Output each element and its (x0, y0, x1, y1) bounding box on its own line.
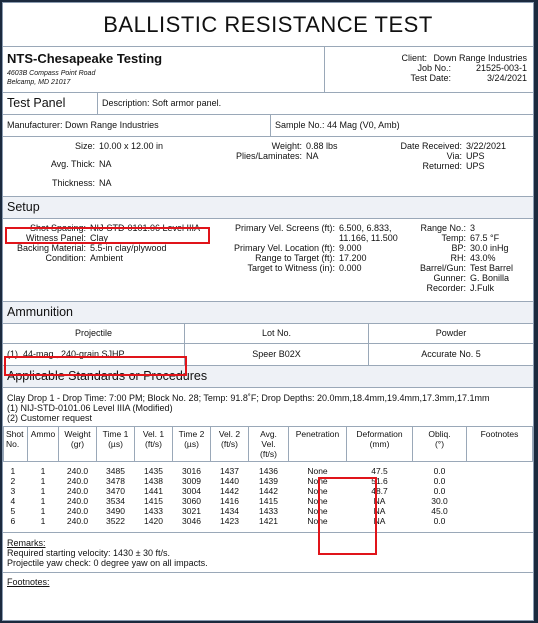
cell-obliq: 0.0 (433, 486, 446, 496)
avg-thick-value: NA (99, 159, 112, 170)
rh-value: 43.0% (470, 253, 496, 263)
cell-vel2: 1416 (220, 496, 239, 506)
header-vel1-line1: Vel. 1 (142, 429, 165, 439)
cell-footnotes (467, 516, 533, 526)
cell-vel1: 1433 (144, 506, 163, 516)
results-header-weight (59, 427, 97, 462)
cell-deformation: NA (373, 516, 386, 526)
cell-time2: 3016 (182, 466, 201, 476)
job-value: 21525-003-1 (475, 63, 527, 73)
cell-weight: 240.0 (66, 506, 89, 516)
primary-vel-location-label: Primary Vel. Location (ft): (233, 243, 335, 253)
cell-vel1: 1420 (144, 516, 163, 526)
manufacturer-row (3, 115, 533, 137)
cell-vel2: 1442 (220, 486, 239, 496)
primary-vel-screens-value: 6.500, 6.833, (339, 223, 392, 233)
company-name: NTS-Chesapeake Testing (7, 51, 163, 66)
client-label: Client: (401, 53, 427, 63)
header-weight-line2: (gr) (70, 439, 85, 449)
description-value: Soft armor panel. (152, 98, 222, 108)
header-deformation-line2: (mm) (369, 439, 390, 449)
client-value: Down Range Industries (433, 53, 527, 63)
header-vel1-line2: (ft/s) (145, 439, 162, 449)
cell-obliq: 30.0 (431, 496, 448, 506)
setup-col2 (213, 223, 401, 301)
setup-col1 (3, 223, 213, 301)
results-header-avg-vel (249, 427, 289, 462)
recorder-value: J.Fulk (470, 283, 495, 293)
test-date-label: Test Date: (410, 73, 451, 83)
range-to-target-value: 17.200 (339, 253, 367, 263)
results-header-ammo (28, 427, 59, 462)
manufacturer-label: Manufacturer: (7, 120, 63, 130)
cell-time1: 3470 (106, 486, 125, 496)
lot-no-header: Lot No. (185, 324, 369, 343)
header-time1-line1: Time 1 (102, 429, 129, 439)
cell-weight: 240.0 (66, 496, 89, 506)
powder-value: Accurate No. 5 (421, 349, 481, 359)
cell-vel1: 1438 (144, 476, 163, 486)
test-panel-heading: Test Panel (3, 93, 98, 114)
results-header-deformation (347, 427, 413, 462)
cell-penetration: None (307, 486, 328, 496)
cell-ammo: 1 (40, 506, 46, 516)
header-deformation-line1: Deformation (356, 429, 403, 439)
range-to-target-label: Range to Target (ft): (255, 253, 335, 263)
cell-time1: 3485 (106, 466, 125, 476)
plies-value: NA (306, 151, 319, 161)
remarks-heading: Remarks: (7, 538, 46, 548)
cell-time2: 3004 (182, 486, 201, 496)
header-vel2-line1: Vel. 2 (218, 429, 241, 439)
setup-col3 (401, 223, 533, 301)
report-header (3, 47, 533, 93)
cell-shot-no: 6 (10, 516, 16, 526)
cell-obliq: 0.0 (433, 466, 446, 476)
results-header-footnotes (467, 427, 533, 462)
results-table (3, 426, 533, 526)
bp-label: BP: (451, 243, 466, 253)
standards-block (3, 388, 533, 426)
standards-heading: Applicable Standards or Procedures (3, 366, 533, 388)
primary-vel-screens-label: Primary Vel. Screens (ft): (234, 223, 335, 233)
date-received-value: 3/22/2021 (466, 141, 507, 151)
target-to-witness-label: Target to Witness (in): (247, 263, 335, 273)
cell-shot-no: 1 (10, 466, 16, 476)
cell-footnotes (467, 476, 533, 486)
primary-vel-screens-label-cont (213, 233, 339, 243)
standards-line-3: (2) Customer request (7, 413, 93, 423)
cell-vel2: 1434 (220, 506, 239, 516)
plies-label: Plies/Laminates: (235, 151, 302, 161)
cell-penetration: None (307, 476, 328, 486)
cell-avg-vel: 1442 (259, 486, 278, 496)
manufacturer-value: Down Range Industries (65, 120, 159, 130)
results-header-vel1 (135, 427, 173, 462)
table-row (4, 496, 533, 506)
condition-label: Condition: (45, 253, 86, 263)
cell-penetration: None (307, 516, 328, 526)
header-vel2-line2: (ft/s) (221, 439, 238, 449)
client-block (325, 47, 533, 92)
header-shot-line1: Shot (6, 429, 24, 439)
ammunition-heading: Ammunition (3, 302, 533, 324)
cell-ammo: 1 (40, 486, 46, 496)
table-row (4, 476, 533, 486)
cell-weight: 240.0 (66, 466, 89, 476)
avg-thick-label: Avg. Thick: (50, 159, 95, 170)
cell-vel2: 1437 (220, 466, 239, 476)
header-penetration-line1: Penetration (295, 429, 340, 439)
header-time2-line1: Time 2 (178, 429, 205, 439)
cell-time1: 3534 (106, 496, 125, 506)
ammunition-header-row (3, 324, 533, 344)
cell-vel2: 1423 (220, 516, 239, 526)
cell-deformation: 48.7 (371, 486, 388, 496)
cell-ammo: 1 (40, 496, 46, 506)
cell-ammo: 1 (40, 476, 46, 486)
witness-panel-label: Witness Panel: (25, 233, 86, 243)
results-header-time2 (173, 427, 211, 462)
results-header-time1 (97, 427, 135, 462)
date-received-label: Date Received: (400, 141, 462, 151)
header-shot-line2: No. (6, 439, 20, 449)
cell-footnotes (467, 496, 533, 506)
cell-ammo: 1 (40, 466, 46, 476)
cell-deformation: NA (373, 506, 386, 516)
cell-time1: 3490 (106, 506, 125, 516)
cell-ammo: 1 (40, 516, 46, 526)
cell-time2: 3009 (182, 476, 201, 486)
header-obliq-line2: (°) (434, 439, 445, 449)
results-body (4, 462, 533, 527)
panel-details-col2 (173, 141, 353, 196)
bp-value: 30.0 inHg (470, 243, 509, 253)
size-value: 10.00 x 12.00 in (99, 141, 164, 151)
primary-vel-location-value: 9.000 (339, 243, 362, 253)
thickness-value: NA (99, 177, 112, 188)
gunner-label: Gunner: (433, 273, 466, 283)
header-obliq-line1: Obliq. (428, 429, 451, 439)
remarks-line-2: Projectile yaw check: 0 degree yaw on all impacts. (7, 558, 208, 568)
backing-material-label: Backing Material: (16, 243, 86, 253)
cell-vel1: 1441 (144, 486, 163, 496)
company-block (3, 47, 325, 92)
cell-deformation: 51.6 (371, 476, 388, 486)
via-value: UPS (466, 151, 485, 161)
setup-details (3, 219, 533, 302)
cell-avg-vel: 1415 (259, 496, 278, 506)
cell-footnotes (467, 486, 533, 496)
projectile-header: Projectile (3, 324, 185, 343)
report-title: BALLISTIC RESISTANCE TEST (3, 3, 533, 47)
cell-time1: 3522 (106, 516, 125, 526)
range-no-label: Range No.: (420, 223, 466, 233)
test-date-row (331, 73, 527, 83)
header-weight-line1: Weight (64, 429, 91, 439)
cell-weight: 240.0 (66, 516, 89, 526)
witness-panel-value: Clay (90, 233, 109, 243)
table-row (4, 506, 533, 516)
manufacturer (3, 115, 271, 136)
setup-heading: Setup (3, 197, 533, 219)
weight-value: 0.88 lbs (306, 141, 338, 151)
results-header-penetration (289, 427, 347, 462)
cell-time2: 3021 (182, 506, 201, 516)
description (98, 93, 225, 114)
cell-avg-vel: 1433 (259, 506, 278, 516)
company-address-line1: 4603B Compass Point Road (7, 70, 96, 77)
client-row (331, 53, 527, 63)
projectile-value: (1) .44-mag., 240-grain SJHP (3, 344, 185, 365)
target-to-witness-value: 0.000 (339, 263, 362, 273)
cell-deformation: NA (373, 496, 386, 506)
size-label: Size: (74, 141, 95, 151)
results-header-row (4, 427, 533, 462)
condition-value: Ambient (90, 253, 124, 263)
ammunition-row (3, 344, 533, 366)
standards-line-1: Clay Drop 1 - Drop Time: 7:00 PM; Block No. 28; Temp: 91.8˚F; Drop Depths: 20.0mm,18.4mm,19.4mm,17.3mm,17.1mm (7, 393, 490, 403)
report-page (2, 2, 534, 621)
header-time2-line2: (µs) (184, 439, 199, 449)
header-footnotes-line1: Footnotes (480, 429, 519, 439)
shot-spacing-label: Shot Spacing: (29, 223, 86, 233)
table-row (4, 462, 533, 477)
test-panel-title-row (3, 93, 533, 115)
cell-penetration: None (307, 506, 328, 516)
job-label: Job No.: (417, 63, 451, 73)
cell-shot-no: 4 (10, 496, 16, 506)
primary-vel-screens-value-cont: 11.166, 11.500 (339, 233, 398, 243)
results-header-vel2 (211, 427, 249, 462)
range-no-value: 3 (470, 223, 476, 233)
temp-label: Temp: (441, 233, 466, 243)
header-time1-line2: (µs) (108, 439, 123, 449)
thickness-label: Thickness: (51, 177, 95, 188)
panel-details-col3 (353, 141, 533, 196)
remarks-block (3, 532, 533, 568)
cell-shot-no: 3 (10, 486, 16, 496)
powder-header: Powder (435, 328, 467, 338)
header-avg-line1: Avg. (260, 429, 277, 439)
footnotes-block (3, 572, 533, 587)
header-avg-line3: (ft/s) (260, 449, 277, 459)
sample (271, 115, 404, 136)
cell-time2: 3046 (182, 516, 201, 526)
cell-avg-vel: 1436 (259, 466, 278, 476)
cell-obliq: 0.0 (433, 476, 446, 486)
weight-label: Weight: (271, 141, 302, 151)
cell-vel1: 1415 (144, 496, 163, 506)
cell-penetration: None (307, 496, 328, 506)
cell-vel2: 1440 (220, 476, 239, 486)
job-row (331, 63, 527, 73)
cell-shot-no: 5 (10, 506, 16, 516)
recorder-label: Recorder: (426, 283, 466, 293)
cell-shot-no: 2 (10, 476, 16, 486)
cell-vel1: 1435 (144, 466, 163, 476)
cell-weight: 240.0 (66, 476, 89, 486)
cell-penetration: None (307, 466, 328, 476)
header-ammo-line1: Ammo (30, 429, 56, 439)
table-row (4, 486, 533, 496)
panel-details (3, 137, 533, 197)
cell-deformation: 47.5 (371, 466, 388, 476)
cell-avg-vel: 1421 (259, 516, 278, 526)
company-address-line2: Belcamp, MD 21017 (7, 79, 71, 86)
cell-footnotes (467, 462, 533, 477)
returned-label: Returned: (422, 161, 462, 171)
gunner-value: G. Bonilla (470, 273, 510, 283)
shot-spacing-value: NIJ-STD-0101.06 Level IIIA (90, 223, 201, 233)
header-avg-line2: Vel. (261, 439, 276, 449)
temp-value: 67.5 °F (470, 233, 500, 243)
barrel-gun-value: Test Barrel (470, 263, 514, 273)
cell-weight: 240.0 (66, 486, 89, 496)
test-date-value: 3/24/2021 (486, 73, 527, 83)
cell-footnotes (467, 506, 533, 516)
standards-line-2: (1) NIJ-STD-0101.06 Level IIIA (Modified) (7, 403, 173, 413)
footnotes-heading: Footnotes: (7, 577, 50, 587)
description-label: Description: (102, 98, 150, 108)
rh-label: RH: (450, 253, 466, 263)
results-header-shot (4, 427, 28, 462)
cell-obliq: 45.0 (431, 506, 448, 516)
remarks-line-1: Required starting velocity: 1430 ± 30 ft/s. (7, 548, 171, 558)
cell-time1: 3478 (106, 476, 125, 486)
cell-obliq: 0.0 (433, 516, 446, 526)
barrel-gun-label: Barrel/Gun: (419, 263, 466, 273)
table-row (4, 516, 533, 526)
lot-no-value: Speer B02X (185, 344, 369, 365)
sample-label: Sample No.: (275, 120, 325, 130)
results-header-obliq (413, 427, 467, 462)
cell-time2: 3060 (182, 496, 201, 506)
returned-value: UPS (466, 161, 485, 171)
panel-details-col1 (3, 141, 173, 196)
cell-avg-vel: 1439 (259, 476, 278, 486)
sample-value: 44 Mag (V0, Amb) (327, 120, 400, 130)
via-label: Via: (446, 151, 462, 161)
backing-material-value: 5.5-in clay/plywood (90, 243, 167, 253)
